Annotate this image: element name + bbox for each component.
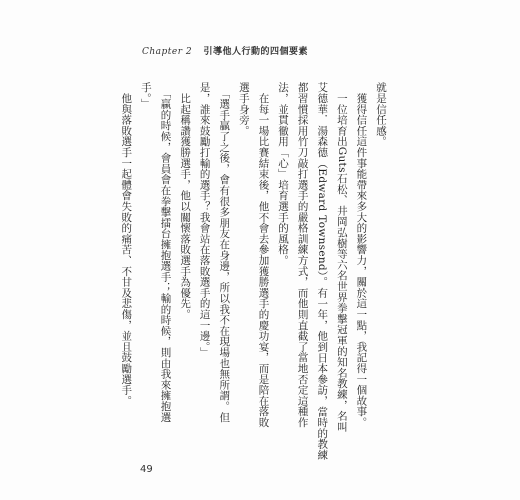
vertical-body-text: [116, 82, 390, 461]
text-line: 艾德華．湯森德（Edward Townsend）。有一年，他到日本參訪，當時的教練: [316, 82, 329, 461]
chapter-title: 引導他人行動的四個要素: [203, 47, 309, 57]
text-line: 在每一場比賽結束後，他不會去參加獲勝選手的慶功宴，而是陪在落敗: [257, 82, 270, 428]
text-line: 法，並貫徹用「心」培育選手的風格。: [277, 82, 290, 266]
page-number: 49: [140, 464, 153, 475]
text-line: 「選手贏了之後，會有很多朋友在身邊，所以我不在現場也無所謂。但: [218, 82, 231, 423]
text-line: 手。」: [139, 82, 152, 110]
text-line: 就是信任感。: [375, 82, 387, 147]
text-line: 「贏的時候，會員會在拳擊擂台擁抱選手；輸的時候，則由我來擁抱選: [159, 82, 172, 423]
text-line: 都習慣採用竹刀敲打選手的嚴格訓練方式，而他則直截了當地否定這種作: [296, 82, 309, 428]
text-line: 是，誰來鼓勵打輸的選手？我會站在落敗選手的這一邊。」: [198, 82, 211, 358]
text-line: 他與落敗選手一起體會失敗的痛苦、不甘及悲傷，並且鼓勵選手。: [120, 82, 133, 406]
text-line: 比起稱讚獲勝選手，他以關懷落敗選手為優先。: [179, 82, 192, 320]
running-header: [142, 44, 308, 57]
chapter-label: Chapter 2: [142, 47, 193, 57]
text-line: 選手身旁。: [237, 82, 250, 136]
text-line: 一位培育出Guts石松、井岡弘樹等六名世界拳擊冠軍的知名教練，名叫: [335, 82, 348, 432]
text-line: 獲得信任這件事能帶來多大的影響力，關於這一點，我記得一個故事。: [355, 82, 368, 428]
